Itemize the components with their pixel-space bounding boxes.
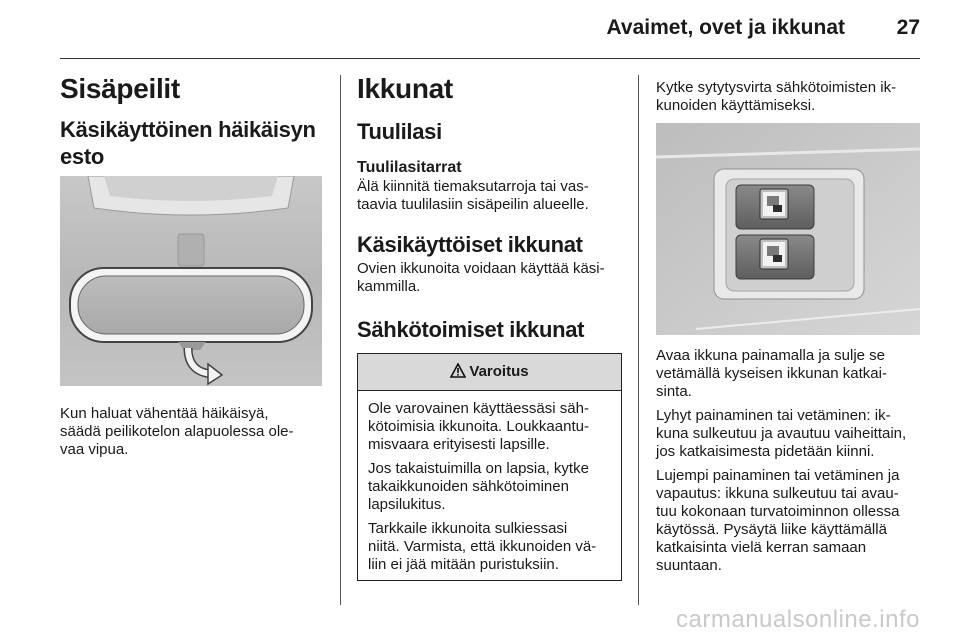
warning-header — [358, 354, 621, 391]
window-switch-icon — [656, 123, 920, 335]
footer-watermark: carmanualsonline.info — [676, 606, 920, 633]
manual-windows-text: Ovien ikkunoita voidaan käyttää käsi- kammilla. — [357, 260, 605, 295]
power-window-intro: Kytke sytytysvirta sähkötoimisten ik- kunoiden käyttämiseksi. — [656, 79, 897, 114]
column-1 — [60, 72, 330, 170]
subheading-windscreen: Tuulilasi — [357, 119, 442, 144]
rear-view-mirror-icon — [60, 176, 322, 386]
header-rule — [60, 58, 920, 59]
column-divider-1 — [340, 75, 341, 605]
page-number: 27 — [896, 16, 920, 39]
warning-para-1: Ole varovainen käyttäessäsi säh- kötoimisia ikkunoita. Loukkaantu- misvaara erityisesti lapsille. — [368, 400, 589, 453]
subheading-windscreen-stickers: Tuulilasitarrat — [357, 159, 462, 176]
section-heading-windows: Ikkunat — [357, 73, 453, 104]
column-2 — [357, 72, 625, 343]
power-window-instructions — [656, 347, 928, 575]
subheading-power-windows: Sähkötoimiset ikkunat — [357, 317, 585, 342]
warning-para-2: Jos takaistuimilla on lapsia, kytke takaikkunoiden sähkötoiminen lapsilukitus. — [368, 460, 589, 513]
warning-body — [358, 391, 621, 574]
stickers-text: Älä kiinnitä tiemaksutarroja tai vas- taavia tuulilasiin sisäpeilin alueelle. — [357, 178, 589, 213]
mirror-illustration — [60, 176, 322, 386]
mirror-instructions: Kun haluat vähentää häikäisyä, säädä peilikotelon alapuolessa ole- vaa vipua. — [60, 405, 294, 458]
window-switch-illustration — [656, 123, 920, 335]
section-heading-mirrors: Sisäpeilit — [60, 73, 180, 104]
column-divider-2 — [638, 75, 639, 605]
warning-triangle-icon — [450, 363, 466, 378]
instruction-para-2: Lyhyt painaminen tai vetäminen: ik- kuna sulkeutuu ja avautuu vaiheittain, jos katkaisimesta pidetään kiinni. — [656, 407, 907, 460]
subheading-manual-windows: Käsikäyttöiset ikkunat — [357, 232, 583, 257]
subheading-manual-dimming: Käsikäyttöinen häikäisyn esto — [60, 117, 316, 169]
instruction-para-1: Avaa ikkuna painamalla ja sulje se vetämällä kyseisen ikkunan katkai- sinta. — [656, 347, 887, 400]
page-header-title: Avaimet, ovet ja ikkunat — [606, 16, 845, 39]
warning-title: Varoitus — [469, 363, 529, 380]
warning-para-3: Tarkkaile ikkunoita sulkiessasi niitä. Varmista, että ikkunoiden vä- liin ei jää mitään puristuksiin. — [368, 520, 597, 573]
instruction-para-3: Lujempi painaminen tai vetäminen ja vapautus: ikkuna sulkeutuu tai avau- tuu kokonaan turvatoiminnon ollessa käytössä. Pysäytä liike käyttämällä katkaisinta vielä kerran samaan suuntaan. — [656, 467, 900, 574]
warning-box — [357, 353, 622, 581]
